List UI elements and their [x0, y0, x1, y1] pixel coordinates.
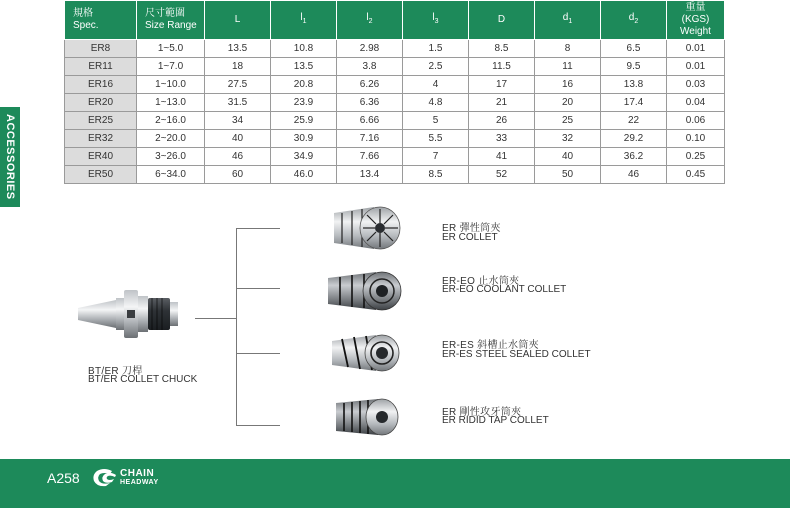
- header-spec: [65, 1, 137, 40]
- table-cell: 5.5: [403, 130, 469, 148]
- table-cell: 6.36: [337, 94, 403, 112]
- table-cell: 0.25: [667, 148, 725, 166]
- er-es-collet-image: [330, 333, 402, 373]
- tree-connector-vertical: [236, 228, 237, 426]
- table-cell: 2~20.0: [137, 130, 205, 148]
- table-cell: 25: [535, 112, 601, 130]
- table-cell: 6.26: [337, 76, 403, 94]
- tree-branch-3: [236, 353, 280, 354]
- header-l3-label: l: [432, 12, 435, 23]
- table-cell: 1~10.0: [137, 76, 205, 94]
- table-cell: 9.5: [601, 58, 667, 76]
- table-cell: 13.5: [205, 40, 271, 58]
- table-cell-spec: ER11: [65, 58, 137, 76]
- table-cell: 13.5: [271, 58, 337, 76]
- table-cell: 11: [535, 58, 601, 76]
- table-cell: 6.5: [601, 40, 667, 58]
- table-cell: 0.06: [667, 112, 725, 130]
- table-cell: 5: [403, 112, 469, 130]
- table-cell: 0.10: [667, 130, 725, 148]
- header-weight: [667, 1, 725, 40]
- tree-connector-horizontal: [195, 318, 236, 319]
- table-cell: 11.5: [469, 58, 535, 76]
- table-cell: 17: [469, 76, 535, 94]
- table-cell: 4: [403, 76, 469, 94]
- collet-2-title: ER-EO 止水筒夾: [442, 276, 520, 287]
- table-cell-spec: ER40: [65, 148, 137, 166]
- table-cell: 7.66: [337, 148, 403, 166]
- table-cell: 10.8: [271, 40, 337, 58]
- table-cell: 0.45: [667, 166, 725, 184]
- er-tap-collet-image: [334, 397, 400, 437]
- table-cell: 32: [535, 130, 601, 148]
- tree-branch-2: [236, 288, 280, 289]
- table-cell: 13.4: [337, 166, 403, 184]
- header-l2: [337, 1, 403, 40]
- header-d2-label: d: [628, 12, 635, 23]
- header-d1-sub: 1: [568, 18, 573, 25]
- table-cell: 0.04: [667, 94, 725, 112]
- table-cell: 0.01: [667, 40, 725, 58]
- table-cell: 31.5: [205, 94, 271, 112]
- table-row: [65, 130, 725, 148]
- table-row: [65, 166, 725, 184]
- table-cell: 40: [535, 148, 601, 166]
- table-row: [65, 148, 725, 166]
- table-cell-spec: ER16: [65, 76, 137, 94]
- table-cell: 8.5: [403, 166, 469, 184]
- header-size-range: [137, 1, 205, 40]
- header-spec-zh: 規格: [73, 8, 93, 19]
- table-cell: 40: [205, 130, 271, 148]
- table-row: [65, 58, 725, 76]
- chuck-subtitle: BT/ER COLLET CHUCK: [88, 374, 198, 385]
- header-l1-label: l: [300, 12, 303, 23]
- table-cell: 27.5: [205, 76, 271, 94]
- table-cell: 29.2: [601, 130, 667, 148]
- table-cell: 21: [469, 94, 535, 112]
- table-cell: 3~26.0: [137, 148, 205, 166]
- table-cell-spec: ER25: [65, 112, 137, 130]
- brand-name: CHAIN: [120, 468, 155, 479]
- table-cell: 52: [469, 166, 535, 184]
- table-cell: 2.5: [403, 58, 469, 76]
- table-cell: 20.8: [271, 76, 337, 94]
- table-cell: 1.5: [403, 40, 469, 58]
- table-cell: 6.66: [337, 112, 403, 130]
- table-cell: 0.01: [667, 58, 725, 76]
- table-cell: 46: [205, 148, 271, 166]
- table-cell: 23.9: [271, 94, 337, 112]
- spec-table: [64, 0, 725, 184]
- table-cell: 20: [535, 94, 601, 112]
- table-cell-spec: ER8: [65, 40, 137, 58]
- table-cell: 22: [601, 112, 667, 130]
- table-cell-spec: ER32: [65, 130, 137, 148]
- collet-2-subtitle: ER-EO COOLANT COLLET: [442, 284, 567, 295]
- collet-1-title: ER 彈性筒夾: [442, 223, 501, 234]
- table-row: [65, 94, 725, 112]
- table-cell: 7.16: [337, 130, 403, 148]
- table-cell: 16: [535, 76, 601, 94]
- table-cell: 2~16.0: [137, 112, 205, 130]
- table-body: [65, 40, 725, 184]
- brand-sub: HEADWAY: [120, 479, 159, 486]
- table-cell: 25.9: [271, 112, 337, 130]
- table-cell: 2.98: [337, 40, 403, 58]
- header-d2: [601, 1, 667, 40]
- brand-logo-icon: [90, 467, 118, 489]
- collet-4-subtitle: ER RIDID TAP COLLET: [442, 415, 549, 426]
- header-l1-sub: 1: [302, 18, 307, 25]
- table-cell: 18: [205, 58, 271, 76]
- side-tab: [0, 107, 20, 207]
- table-cell: 30.9: [271, 130, 337, 148]
- header-l2-label: l: [366, 12, 369, 23]
- table-cell: 34.9: [271, 148, 337, 166]
- header-d1: [535, 1, 601, 40]
- tree-branch-4: [236, 425, 280, 426]
- header-l2-sub: 2: [368, 18, 373, 25]
- header-weight-zh: 重量: [685, 2, 706, 13]
- header-d1-label: d: [562, 12, 569, 23]
- header-D: [469, 1, 535, 40]
- side-tab-label: ACCESSORIES: [4, 114, 16, 200]
- table-cell: 36.2: [601, 148, 667, 166]
- header-l3-sub: 3: [434, 18, 439, 25]
- header-spec-en: Spec.: [73, 20, 99, 31]
- header-L: [205, 1, 271, 40]
- table-cell: 7: [403, 148, 469, 166]
- table-cell: 6~34.0: [137, 166, 205, 184]
- table-cell: 13.8: [601, 76, 667, 94]
- table-row: [65, 40, 725, 58]
- table-cell: 17.4: [601, 94, 667, 112]
- header-l3: [403, 1, 469, 40]
- footer-bar: [0, 459, 790, 508]
- table-cell: 8: [535, 40, 601, 58]
- header-weight-en: Weight: [680, 26, 711, 37]
- table-cell: 50: [535, 166, 601, 184]
- er-eo-collet-image: [326, 270, 404, 312]
- table-cell-spec: ER50: [65, 166, 137, 184]
- collet-1-subtitle: ER COLLET: [442, 232, 498, 243]
- chuck-title: BT/ER 刀桿: [88, 366, 143, 377]
- table-cell: 1~13.0: [137, 94, 205, 112]
- tree-branch-1: [236, 228, 280, 229]
- table-cell: 1~5.0: [137, 40, 205, 58]
- table-cell: 33: [469, 130, 535, 148]
- header-l1: [271, 1, 337, 40]
- collet-3-subtitle: ER-ES STEEL SEALED COLLET: [442, 349, 591, 360]
- collet-chuck-image: [76, 288, 186, 340]
- table-cell: 1~7.0: [137, 58, 205, 76]
- table-cell: 34: [205, 112, 271, 130]
- collet-3-title: ER-ES 斜槽止水筒夾: [442, 340, 539, 351]
- er-collet-image: [330, 205, 402, 251]
- table-cell: 26: [469, 112, 535, 130]
- table-row: [65, 76, 725, 94]
- table-cell: 41: [469, 148, 535, 166]
- table-cell: 0.03: [667, 76, 725, 94]
- header-weight-unit: (KGS): [681, 14, 710, 25]
- header-size-range-zh: 尺寸範圍: [145, 8, 185, 19]
- table-cell: 3.8: [337, 58, 403, 76]
- table-cell: 60: [205, 166, 271, 184]
- collet-4-title: ER 剛性攻牙筒夾: [442, 407, 522, 418]
- header-L-label: L: [234, 14, 241, 25]
- table-cell: 8.5: [469, 40, 535, 58]
- header-D-label: D: [497, 14, 506, 25]
- table-cell: 4.8: [403, 94, 469, 112]
- table-cell: 46.0: [271, 166, 337, 184]
- table-header-row: [65, 1, 725, 40]
- table-cell-spec: ER20: [65, 94, 137, 112]
- header-size-range-en: Size Range: [145, 20, 197, 31]
- table-row: [65, 112, 725, 130]
- table-cell: 46: [601, 166, 667, 184]
- header-d2-sub: 2: [634, 18, 639, 25]
- page-number: A258: [47, 470, 80, 486]
